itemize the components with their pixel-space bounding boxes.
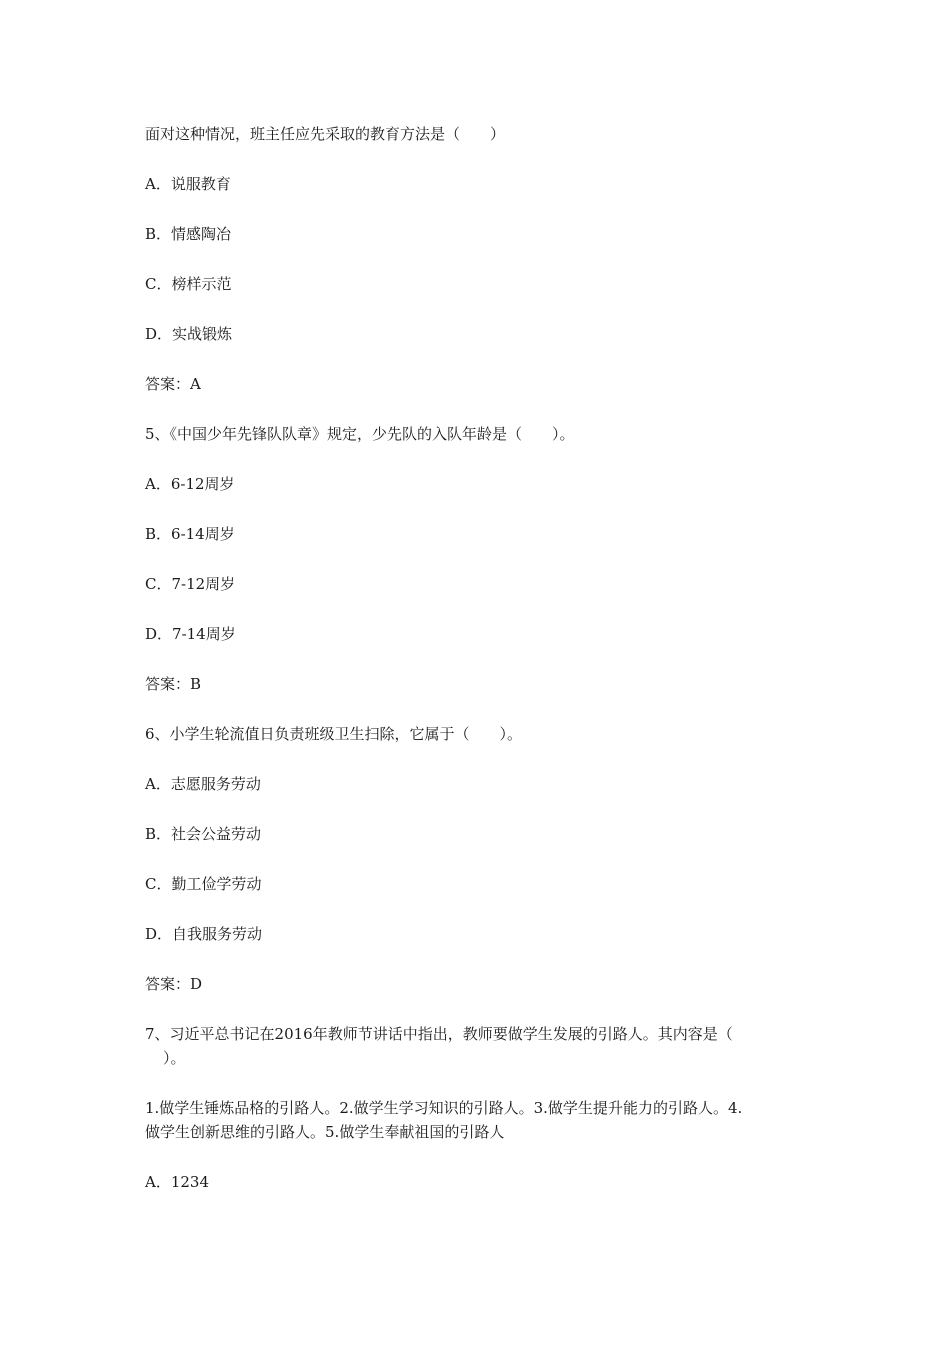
question-7-list-line-2: 做学生创新思维的引路人。5.做学生奉献祖国的引路人 <box>145 1123 505 1141</box>
question-5-answer: 答案：B <box>145 675 202 693</box>
question-6-option-c: C．勤工俭学劳动 <box>145 875 262 893</box>
question-6-option-d: D．自我服务劳动 <box>145 925 263 943</box>
question-6-answer: 答案：D <box>145 975 203 993</box>
question-6-stem: 6、小学生轮流值日负责班级卫生扫除，它属于（ ）。 <box>145 725 523 743</box>
question-4-option-b: B．情感陶冶 <box>145 225 232 243</box>
question-6-option-a: A．志愿服务劳动 <box>145 775 261 793</box>
question-4-answer: 答案：A <box>145 375 201 393</box>
question-7-stem-line-1: 7、习近平总书记在2016年教师节讲话中指出，教师要做学生发展的引路人。其内容是（ <box>145 1025 733 1043</box>
exam-content <box>145 122 810 1220</box>
question-4-option-c: C．榜样示范 <box>145 275 232 293</box>
question-4-stem: 面对这种情况，班主任应先采取的教育方法是（ ） <box>145 125 506 143</box>
question-5-option-a: A．6-12周岁 <box>145 475 235 493</box>
question-5-option-c: C．7-12周岁 <box>145 575 236 593</box>
question-5-option-d: D．7-14周岁 <box>145 625 236 643</box>
question-7-option-a: A．1234 <box>145 1173 210 1191</box>
question-7-list <box>145 1096 810 1144</box>
question-5-option-b: B．6-14周岁 <box>145 525 235 543</box>
question-5-stem: 5、《中国少年先锋队队章》规定，少先队的入队年龄是（ ）。 <box>145 425 575 443</box>
question-6-option-b: B．社会公益劳动 <box>145 825 262 843</box>
question-4-option-a: A．说服教育 <box>145 175 231 193</box>
question-4-option-d: D．实战锻炼 <box>145 325 233 343</box>
question-7-stem-line-2: ）。 <box>163 1049 186 1067</box>
question-7-list-line-1: 1.做学生锤炼品格的引路人。2.做学生学习知识的引路人。3.做学生提升能力的引路人。4. <box>145 1099 743 1117</box>
question-7-stem <box>145 1022 810 1070</box>
